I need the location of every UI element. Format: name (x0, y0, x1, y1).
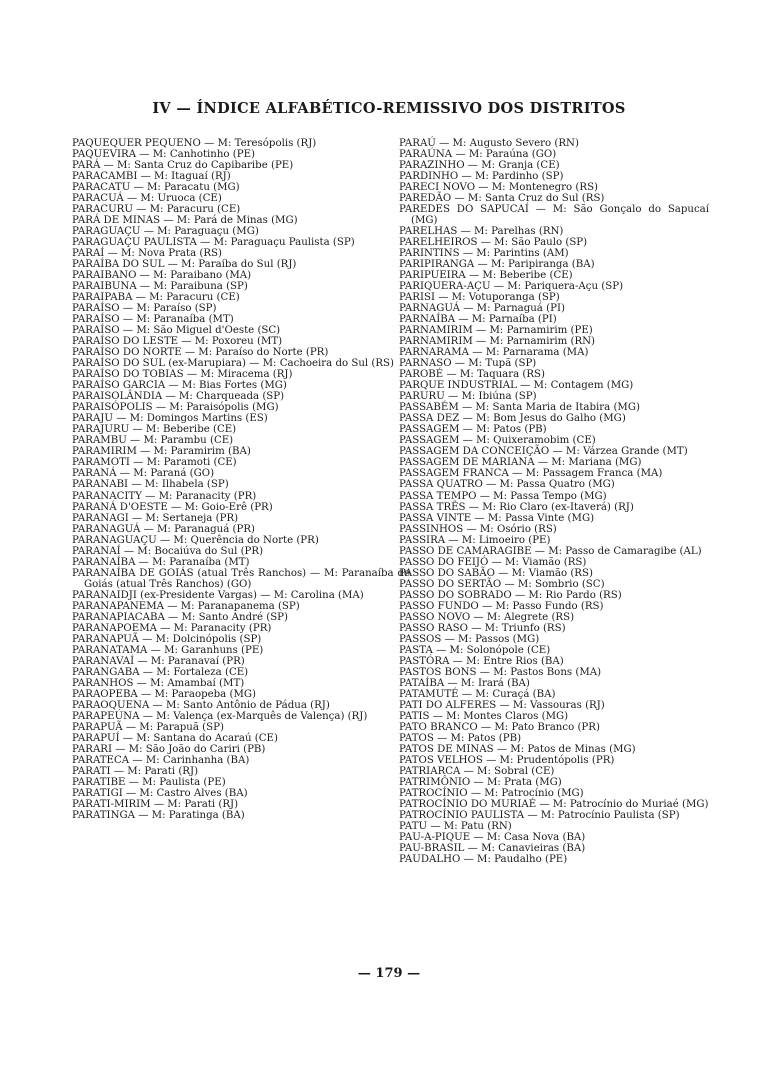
index-entry: PATI DO ALFERES — M: Vassouras (RJ) (399, 699, 605, 711)
index-entry: PASSABÉM — M: Santa Maria de Itabira (MG) (399, 402, 640, 414)
index-entry: PARAÍSO GARCIA — M: Bias Fortes (MG) (72, 380, 287, 392)
index-entry: PASTÓRA — M: Entre Rios (BA) (399, 655, 564, 667)
index-entry: PARAÍBA DO SUL — M: Paraíba do Sul (RJ) (72, 259, 297, 271)
index-entry: PARAIBUNA — M: Paraibuna (SP) (72, 281, 248, 293)
index-entry: PARINTINS — M: Parintins (AM) (399, 248, 569, 260)
index-entry: PARAOPEBA — M: Paraopeba (MG) (72, 688, 257, 700)
index-entry: PATROCÍNIO DO MURIAÉ — M: Patrocínio do Muriaé (MG) (399, 798, 709, 810)
index-entry: PARQUE INDUSTRIAL — M: Contagem (MG) (399, 380, 634, 392)
index-entry: PASTA — M: Solonópole (CE) (399, 644, 551, 656)
index-entry: PARAÍSO DO NORTE — M: Paraíso do Norte (PR) (72, 347, 329, 359)
index-entry: PATO BRANCO — M: Pato Branco (PR) (399, 721, 600, 733)
index-entry: PATROCÍNIO PAULISTA — M: Patrocínio Paulista (SP) (399, 809, 680, 821)
index-entry: PARAÍSO — M: Paraíso (SP) (72, 303, 217, 315)
index-entry: PARAMBU — M: Parambu (CE) (72, 435, 234, 447)
index-entry: PARAÍ — M: Nova Prata (RS) (72, 248, 223, 260)
index-entry: PARATINGA — M: Paratinga (BA) (72, 809, 245, 821)
index-entry: PARAÚ — M: Augusto Severo (RN) (399, 138, 579, 149)
index-entry: PATOS DE MINAS — M: Patos de Minas (MG) (399, 743, 636, 755)
index-entry: PAU-A-PIQUE — M: Casa Nova (BA) (399, 831, 586, 843)
index-entry: PARAGUAÇU PAULISTA — M: Paraguaçu Paulista (SP) (72, 237, 355, 249)
index-entry: PASSOS — M: Passos (MG) (399, 633, 540, 645)
index-entry: PARANAGUÁ — M: Paranaguá (PR) (72, 523, 256, 535)
index-entry: PARANGABA — M: Fortaleza (CE) (72, 666, 249, 678)
index-entry: PATU — M: Patu (RN) (399, 820, 512, 832)
index-entry: PATAMUTÉ — M: Curaçá (BA) (399, 688, 556, 700)
index-entry: PARÁ — M: Santa Cruz do Capibaribe (PE) (72, 160, 294, 172)
index-entry: PASSO DO SABÃO — M: Viamão (RS) (399, 567, 593, 579)
index-entry: PASSAGEM DE MARIANA — M: Mariana (MG) (399, 457, 642, 469)
index-entry: PARANAÍBA DE GOIÁS (atual Três Ranchos) — M: Paranaíba de Goiás (atual Três Ranchos) (GO) (72, 567, 410, 590)
index-entry: PARAMOTI — M: Paramoti (CE) (72, 457, 237, 469)
index-entry: PARATIBE — M: Paulista (PE) (72, 776, 226, 788)
index-entry: PASSAGEM FRANCA — M: Passagem Franca (MA) (399, 468, 663, 480)
index-column-left (72, 138, 410, 821)
index-entry: PASSO DO SERTÃO — M: Sombrio (SC) (399, 578, 605, 590)
index-entry: PASSO DE CAMARAGIBE — M: Passo de Camaragibe (AL) (399, 545, 702, 557)
index-entry: PASSA QUATRO — M: Passa Quatro (MG) (399, 479, 615, 491)
index-entry: PAUDALHO — M: Paudalho (PE) (399, 854, 568, 866)
index-entry: PARURU — M: Ibiúna (SP) (399, 391, 537, 403)
page-title: IV — ÍNDICE ALFABÉTICO-REMISSIVO DOS DISTRITOS (152, 100, 626, 117)
index-entry: PARIPUEIRA — M: Beberibe (CE) (399, 270, 573, 282)
index-entry: PARNAMIRIM — M: Parnamirim (PE) (399, 325, 593, 337)
index-entry: PARDINHO — M: Pardinho (SP) (399, 171, 564, 183)
index-entry: PAQUEQUER PEQUENO — M: Teresópolis (RJ) (72, 138, 317, 149)
index-entry: PARAISÓPOLIS — M: Paraisópolis (MG) (72, 402, 279, 414)
index-entry: PARAGUAÇU — M: Paraguaçu (MG) (72, 226, 259, 238)
index-entry: PARAISOLÂNDIA — M: Charqueada (SP) (72, 391, 285, 403)
index-entry: PASSO FUNDO — M: Passo Fundo (RS) (399, 600, 604, 612)
index-entry: PARIPIRANGA — M: Paripiranga (BA) (399, 259, 595, 271)
index-entry: PARANÁ D'OESTE — M: Goio-Erê (PR) (72, 501, 273, 513)
index-entry: PARAMIRIM — M: Paramirim (BA) (72, 446, 251, 458)
index-column-right (399, 138, 709, 865)
index-entry: PATOS VELHOS — M: Prudentópolis (PR) (399, 754, 615, 766)
index-entry: PARANAGI — M: Sertaneja (PR) (72, 512, 239, 524)
index-entry: PARECI NOVO — M: Montenegro (RS) (399, 182, 599, 194)
index-entry: PARAPUÃ — M: Parapuã (SP) (72, 721, 224, 733)
index-entry: PASSO DO SOBRADO — M: Rio Pardo (RS) (399, 589, 622, 601)
index-entry: PARACURU — M: Paracuru (CE) (72, 204, 241, 216)
index-entry: PARAOQUENA — M: Santo Antônio de Pádua (RJ) (72, 699, 330, 711)
index-entry: PARAPUÍ — M: Santana do Acaraú (CE) (72, 732, 278, 744)
index-entry: PASSAGEM — M: Patos (PB) (399, 424, 547, 436)
index-entry: PARAÍSO DO TOBIAS — M: Miracema (RJ) (72, 369, 293, 381)
index-entry: PASSIRA — M: Limoeiro (PE) (399, 534, 551, 546)
index-entry: PATRIARCA — M: Sobral (CE) (399, 765, 555, 777)
index-entry: PATROCÍNIO — M: Patrocínio (MG) (399, 787, 584, 799)
index-entry: PARANAÍ — M: Bocaiúva do Sul (PR) (72, 545, 264, 557)
index-entry: PASSO DO FEIJÓ — M: Viamão (RS) (399, 556, 587, 568)
index-entry: PASSINHOS — M: Osório (RS) (399, 523, 557, 535)
index-entry: PARIQUERA-AÇU — M: Pariquera-Açu (SP) (399, 281, 624, 293)
index-entry: PARANAIDJI (ex-Presidente Vargas) — M: Carolina (MA) (72, 589, 364, 601)
index-entry: PARAÚNA — M: Paraúna (GO) (399, 149, 557, 161)
index-entry: PAQUEVIRA — M: Canhotinho (PE) (72, 149, 256, 161)
index-entry: PARAÍSO — M: Paranaíba (MT) (72, 314, 234, 326)
index-entry: PARANÁ — M: Paraná (GO) (72, 468, 215, 480)
index-entry: PASSA DEZ — M: Bom Jesus do Galho (MG) (399, 413, 626, 425)
index-entry: PARACUÁ — M: Uruoca (CE) (72, 193, 222, 205)
index-entry: PARAIBANO — M: Paraibano (MA) (72, 270, 252, 282)
index-entry: PARANAVAÍ — M: Paranavaí (PR) (72, 655, 245, 667)
index-entry: PARACATU — M: Paracatu (MG) (72, 182, 240, 194)
index-entry: PARAPEÚNA — M: Valença (ex-Marquês de Valença) (RJ) (72, 710, 368, 722)
index-entry: PAU-BRASIL — M: Canavieiras (BA) (399, 843, 586, 854)
index-entry: PARANAGUAÇU — M: Querência do Norte (PR) (72, 534, 319, 546)
index-entry: PARANAÍBA — M: Paranaíba (MT) (72, 556, 250, 568)
index-entry: PAREDÃO — M: Santa Cruz do Sul (RS) (399, 193, 605, 205)
index-entry: PARAÍSO — M: São Miguel d'Oeste (SC) (72, 325, 281, 337)
index-entry: PARATI-MIRIM — M: Parati (RJ) (72, 798, 239, 810)
index-entry: PAREDES DO SAPUCAÍ — M: São Gonçalo do Sapucaí (MG) (399, 204, 709, 227)
index-entry: PASSA TRÊS — M: Rio Claro (ex-Itaverá) (RJ) (399, 501, 634, 513)
page-number: — 179 — (357, 966, 421, 981)
index-entry: PARATIGI — M: Castro Alves (BA) (72, 787, 248, 799)
index-entry: PATRIMÔNIO — M: Prata (MG) (399, 776, 562, 788)
index-entry: PARATI — M: Parati (RJ) (72, 765, 199, 777)
index-entry: PARAZINHO — M: Granja (CE) (399, 160, 560, 172)
index-entry: PASSAGEM — M: Quixeramobim (CE) (399, 435, 596, 447)
index-entry: PARANATAMA — M: Garanhuns (PE) (72, 644, 264, 656)
index-entry: PAROBÉ — M: Taquara (RS) (399, 369, 546, 381)
index-entry: PASSA TEMPO — M: Passa Tempo (MG) (399, 490, 607, 502)
index-entry: PASSAGEM DA CONCEIÇÃO — M: Várzea Grande (MT) (399, 446, 688, 458)
index-entry: PARISI — M: Votuporanga (SP) (399, 292, 560, 304)
index-entry: PARNAMIRIM — M: Parnamirim (RN) (399, 336, 596, 348)
index-entry: PARACAMBI — M: Itaguaí (RJ) (72, 171, 231, 183)
index-entry: PARANAPUÃ — M: Dolcinópolis (SP) (72, 633, 262, 645)
index-entry: PATIS — M: Montes Claros (MG) (399, 710, 569, 722)
index-entry: PARNAGUÁ — M: Parnaguá (PI) (399, 303, 565, 315)
index-entry: PASTOS BONS — M: Pastos Bons (MA) (399, 666, 602, 678)
index-entry: PARELHAS — M: Parelhas (RN) (399, 226, 564, 238)
index-entry: PARATECA — M: Carinhanha (BA) (72, 754, 250, 766)
index-entry: PASSO NOVO — M: Alegrete (RS) (399, 611, 575, 623)
index-entry: PATAÍBA — M: Irará (BA) (399, 677, 530, 689)
index-entry: PATOS — M: Patos (PB) (399, 732, 522, 744)
index-entry: PARNARAMA — M: Parnarama (MA) (399, 347, 589, 359)
index-entry: PARANAPIACABA — M: Santo André (SP) (72, 611, 289, 623)
index-entry: PARANABI — M: Ilhabela (SP) (72, 479, 229, 491)
index-entry: PARANACITY — M: Paranacity (PR) (72, 490, 257, 502)
index-entry: PARELHEIROS — M: São Paulo (SP) (399, 237, 588, 249)
index-entry: PARAIPABA — M: Paracuru (CE) (72, 292, 240, 304)
index-entry: PARAÍSO DO SUL (ex-Marupiara) — M: Cachoeira do Sul (RS) (72, 358, 394, 370)
index-entry: PARARI — M: São João do Cariri (PB) (72, 743, 266, 755)
index-entry: PARNAÍBA — M: Parnaíba (PI) (399, 314, 557, 326)
index-entry: PARNASO — M: Tupã (SP) (399, 358, 537, 370)
index-entry: PARAÍSO DO LESTE — M: Poxoreu (MT) (72, 336, 283, 348)
index-entry: PARAJU — M: Domingos Martins (ES) (72, 413, 268, 425)
index-entry: PASSO RASO — M: Triunfo (RS) (399, 622, 566, 634)
index-entry: PASSA VINTE — M: Passa Vinte (MG) (399, 512, 595, 524)
index-entry: PARAJURU — M: Beberibe (CE) (72, 424, 237, 436)
index-entry: PARANAPOEMA — M: Paranacity (PR) (72, 622, 272, 634)
index-entry: PARANHOS — M: Amambaí (MT) (72, 677, 245, 689)
index-entry: PARÁ DE MINAS — M: Pará de Minas (MG) (72, 215, 298, 227)
index-entry: PARANAPANEMA — M: Paranapanema (SP) (72, 600, 300, 612)
